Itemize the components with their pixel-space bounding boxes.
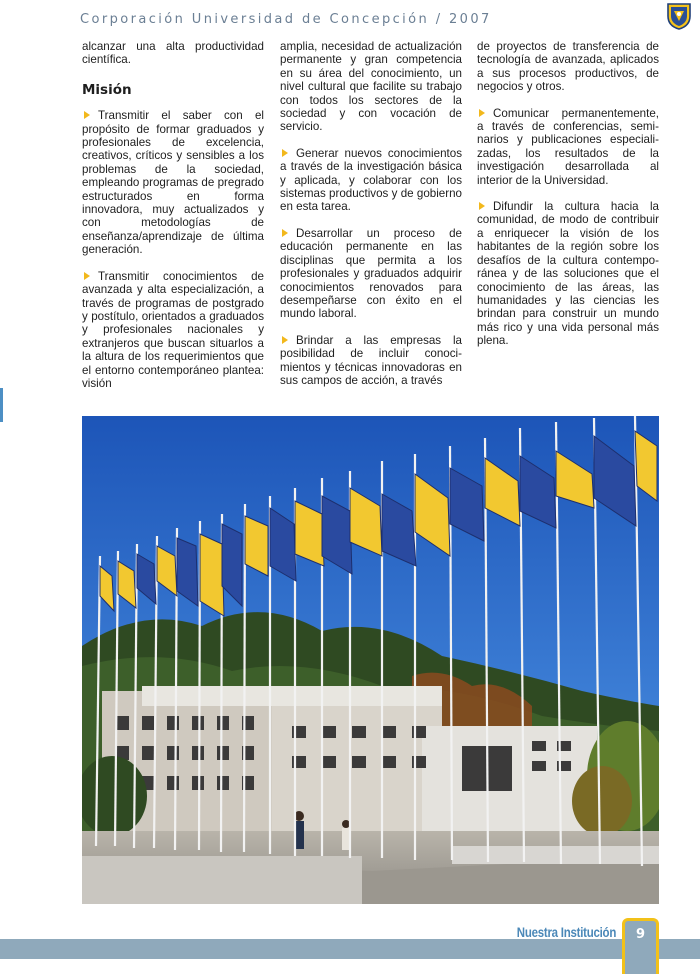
bullet-arrow-icon [479, 202, 485, 210]
bullet-arrow-icon [282, 229, 288, 237]
university-crest-icon [666, 2, 692, 30]
mission-item: Transmitir el saber con el propósito de formar graduados y profesionales de excelencia, creativos, críticos y sensibles a los problemas de la sociedad, empleando programas de pregrado estructurados en forma innovadora, muy actualizados y con metodologías de enseñanza/aprendizaje de última generación. [82, 109, 264, 257]
paragraph: amplia, necesidad de actualización permanente y gran competencia en su área del conocimiento, un nivel cultural que facilite su trabajo con todos los sectores de la sociedad y con vocación de servicio. [280, 40, 462, 134]
paragraph: alcanzar una alta productividad científica. [82, 40, 264, 67]
mission-item: Difundir la cultura hacia la comunidad, de modo de contribuir a enriquecer la visión de los habitantes de la región sobre los desafíos de la cultura contempo-ránea y de las soluciones que el conocimiento de las áreas, las humanidades y las ciencias les brindan para construir un mundo más rico y una vida personal más plena. [477, 200, 659, 348]
campus-photo [82, 416, 659, 904]
mission-item: Desarrollar un proceso de educación permanente en las disciplinas que permita a los profesionales y graduados adquirir conocimientos renovados para desempeñarse con éxito en el mundo laboral. [280, 226, 462, 321]
bullet-arrow-icon [282, 336, 288, 344]
running-header: Corporación Universidad de Concepción / 2007 [80, 12, 492, 27]
footer-bar [0, 939, 700, 959]
mission-item: Generar nuevos conocimientos a través de la investigación básica y aplicada, y colaborar con los sistemas productivos y de gobierno en esta tarea. [280, 146, 462, 214]
mission-item: Brindar a las empresas la posibilidad de incluir conoci-mientos y técnicas innovadoras en sus campos de acción, a través [280, 333, 462, 387]
campus-flags-illustration [82, 416, 659, 904]
bullet-arrow-icon [84, 111, 90, 119]
mission-item: Comunicar permanentemente, a través de conferencias, semi-narios y publicaciones especiali-zadas, los resultados de la investigación desarrollada al interior de la Universidad. [477, 106, 659, 187]
paragraph: de proyectos de transferencia de tecnología de avanzada, aplicados a sus procesos productivos, de negocios y otros. [477, 40, 659, 94]
text-column-3 [477, 40, 659, 361]
page-number-tab [622, 918, 659, 974]
text-column-2 [280, 40, 462, 400]
mission-item: Transmitir conocimientos de avanzada y alta especialización, a través de programas de postgrado y postítulo, orientados a graduados y profesionales nacionales y extranjeros que buscan situarlos a la altura de los requerimientos que el entorno contemporáneo plantea: visión [82, 269, 264, 390]
bullet-arrow-icon [479, 109, 485, 117]
bullet-arrow-icon [84, 272, 90, 280]
margin-marker [0, 388, 3, 422]
bullet-arrow-icon [282, 149, 288, 157]
text-column-1 [82, 40, 264, 403]
page-number: 9 [635, 927, 646, 942]
footer-section-label: Nuestra Institución [516, 924, 616, 940]
section-heading-mision: Misión [82, 81, 132, 98]
